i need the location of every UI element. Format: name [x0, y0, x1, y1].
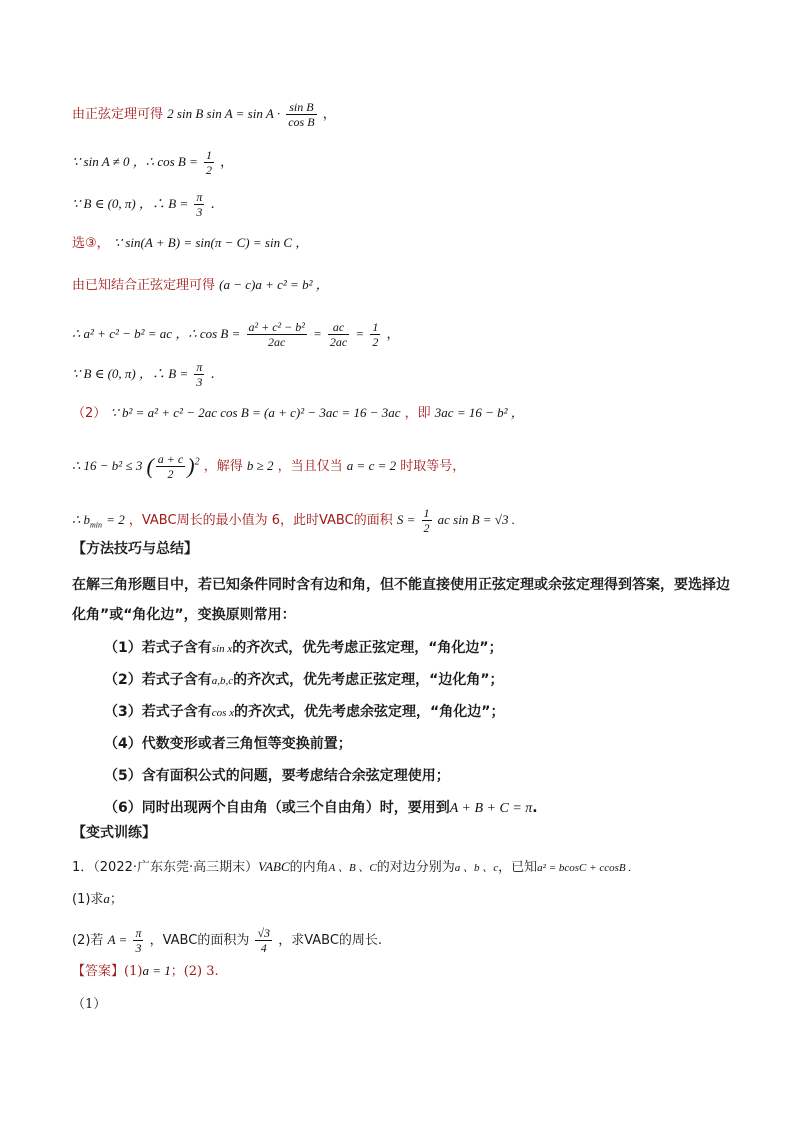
method-item-2: （2）若式子含有a,b,c的齐次式，优先考虑正弦定理，“边化角”； — [104, 672, 504, 688]
method-paragraph: 在解三角形题目中，若已知条件同时含有边和角，但不能直接使用正弦定理或余弦定理得到答案，要选择边化角”或“角化边”，变换原则常用： — [72, 577, 730, 623]
question-part-2: (2)若 A = $\frac{\pi}{3}$ ，VABC的面积为 $\frac{√3}{4}$ ，求VABC的周长. — [72, 926, 383, 955]
fraction: $\frac{\text{a² + c² − b²}}{2ac}$ — [248, 320, 305, 349]
method-item-4: （4）代数变形或者三角恒等变换前置； — [104, 736, 352, 752]
solution-line-9: ∴ 16 − b² ≤ 3 ( $\frac{a + c}{2}$ )$^2$ ，解得 b ≥ 2 ，当且仅当 a = c = 2 时取等号， — [72, 452, 466, 481]
fraction: $\frac{1}{2}$ — [423, 506, 430, 535]
formula: ∴ b — [72, 512, 91, 527]
formula: ∵ b² = a² + c² − 2ac cos B = (a + c)² − 3ac = 16 − 3ac — [110, 405, 401, 420]
solution-line-8: （2） ∵ b² = a² + c² − 2ac cos B = (a + c)² − 3ac = 16 − 3ac ，即 3ac = 16 − b² ， — [72, 405, 524, 421]
practice-heading: 【变式训练】 — [72, 825, 156, 841]
method-heading: 【方法技巧与总结】 — [72, 541, 198, 557]
solution-line-3: ∵ B ∈ (0, π) ，∴ B = $\frac{\pi}{3}$ . — [72, 190, 215, 219]
solution-line-10: ∴ $b_{min} = 2$ ，VABC周长的最小值为 6，此时VABC的面积 S = $\frac{1}{2}$ ac sin B = √3 . — [72, 506, 515, 535]
solution-line-4 — [72, 234, 308, 253]
formula: ∵ B ∈ (0, π) ，∴ B = — [72, 366, 189, 381]
formula: (a − c)a + c² = b² ， — [219, 277, 329, 292]
formula: ∵ sin(A + B) = sin(π − C) = sin C ， — [113, 235, 309, 250]
solution-line-5 — [72, 276, 329, 295]
fraction: $\frac{√3}{4}$ — [257, 926, 271, 955]
line-text: 由已知结合正弦定理可得 — [72, 278, 216, 293]
solution-line-2: ∵ sin A ≠ 0 ，∴ cos B = $\frac{1}{2}$ ， — [72, 148, 234, 177]
fraction: $\frac{1}{2}$ — [206, 148, 213, 177]
fraction: $\frac{\text{sin B}}{\text{cos B}}$ — [288, 100, 315, 129]
line-text: 选③， — [72, 236, 110, 251]
solution-line-7: ∵ B ∈ (0, π) ，∴ B = $\frac{\pi}{3}$ . — [72, 360, 215, 389]
formula: ∵ sin A ≠ 0 ，∴ cos B = — [72, 154, 198, 169]
fraction: $\frac{1}{2}$ — [372, 320, 379, 349]
answer-line: 【答案】(1)a = 1；(2) 3. — [72, 963, 219, 979]
method-item-5: （5）含有面积公式的问题，要考虑结合余弦定理使用； — [104, 768, 450, 784]
formula: 2 sin B sin A = sin A · — [167, 106, 281, 121]
line-text: （2） — [72, 406, 107, 421]
solution-line-1: 由正弦定理可得 2 sin B sin A = sin A · $\frac{\text{sin B}}{\text{cos B}}$ ， — [72, 100, 336, 129]
fraction: $\frac{\pi}{3}$ — [135, 926, 142, 955]
fraction: $\frac{\pi}{3}$ — [196, 190, 203, 219]
question-part-1: (1)求a； — [72, 891, 123, 907]
formula: ∴ a² + c² − b² = ac ，∴ cos B = — [72, 326, 241, 341]
method-item-1: （1）若式子含有sin x的齐次式，优先考虑正弦定理，“角化边”； — [104, 640, 503, 656]
method-item-3: （3）若式子含有cos x的齐次式，优先考虑余弦定理，“角化边”； — [104, 704, 505, 720]
formula: ∵ B ∈ (0, π) ，∴ B = — [72, 196, 189, 211]
solution-line-6: ∴ a² + c² − b² = ac ，∴ cos B = $\frac{\text{a² + c² − b²}}{2ac}$ = $\frac{ac}{2ac}$ = $\frac{1}{2}$ ， — [72, 320, 400, 349]
fraction: $\frac{a + c}{2}$ — [157, 452, 184, 481]
method-item-6: （6）同时出现两个自由角（或三个自由角）时，要用到A + B + C = π. — [104, 800, 538, 816]
fraction: $\frac{\pi}{3}$ — [196, 360, 203, 389]
line-text: 由正弦定理可得 — [72, 107, 164, 122]
answer-label: 【答案】 — [72, 964, 125, 979]
question-1: 1．（2022·广东东莞·高三期末）VABC的内角A 、B 、C的对边分别为a 、b 、c，已知a² = bcosC + ccosB . — [72, 859, 632, 875]
formula: ∴ 16 − b² ≤ 3 — [72, 458, 143, 473]
solution-part-label: （1） — [72, 997, 107, 1012]
fraction: $\frac{ac}{2ac}$ — [329, 320, 348, 349]
